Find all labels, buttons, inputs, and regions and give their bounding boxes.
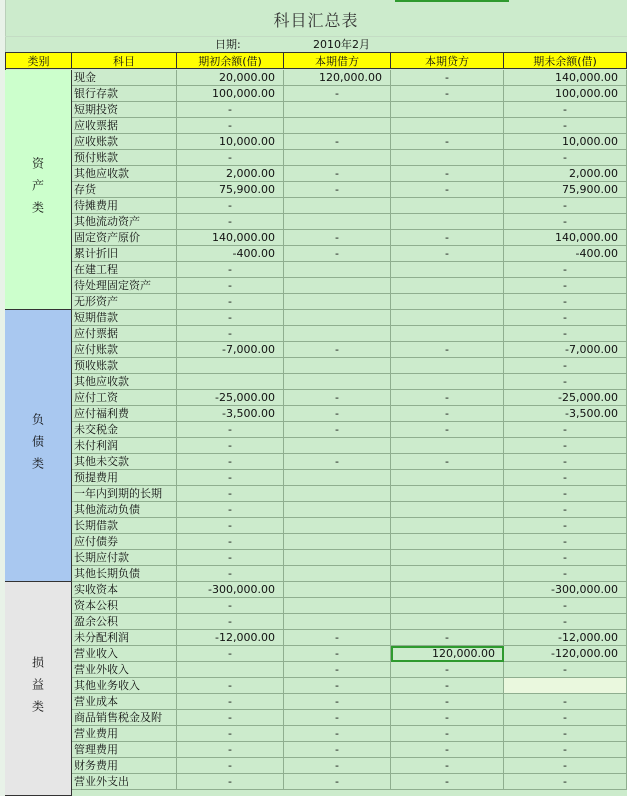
- table-row: [72, 534, 627, 550]
- closing-balance-cell[interactable]: -300,000.00: [504, 582, 627, 598]
- closing-balance-cell[interactable]: -: [504, 518, 627, 534]
- account-name-cell[interactable]: 其他长期负债: [72, 566, 177, 582]
- opening-balance-cell[interactable]: -: [177, 310, 284, 326]
- opening-balance-cell[interactable]: -: [177, 518, 284, 534]
- closing-balance-cell[interactable]: 140,000.00: [504, 70, 627, 86]
- closing-balance-cell[interactable]: -7,000.00: [504, 342, 627, 358]
- table-row: [72, 758, 627, 774]
- opening-balance-cell[interactable]: -: [177, 198, 284, 214]
- account-name-cell[interactable]: 应付账款: [72, 342, 177, 358]
- closing-balance-cell[interactable]: -: [504, 470, 627, 486]
- credit-cell[interactable]: [391, 438, 504, 454]
- opening-balance-cell[interactable]: -300,000.00: [177, 582, 284, 598]
- account-name-cell[interactable]: 现金: [72, 70, 177, 86]
- debit-cell[interactable]: -: [284, 630, 391, 646]
- table-row: [72, 214, 627, 230]
- credit-cell[interactable]: 120,000.00: [391, 646, 504, 662]
- opening-balance-cell[interactable]: [177, 374, 284, 390]
- credit-cell[interactable]: [391, 534, 504, 550]
- opening-balance-cell[interactable]: -12,000.00: [177, 630, 284, 646]
- header-period-debit[interactable]: 本期借方: [284, 52, 391, 69]
- table-row: [72, 342, 627, 358]
- table-row: [72, 358, 627, 374]
- closing-balance-cell[interactable]: -: [504, 358, 627, 374]
- closing-balance-cell[interactable]: -: [504, 422, 627, 438]
- header-opening-balance[interactable]: 期初余额(借): [177, 52, 284, 69]
- table-row: [72, 438, 627, 454]
- closing-balance-cell[interactable]: -120,000.00: [504, 646, 627, 662]
- table-row: [72, 166, 627, 182]
- category-profit-loss[interactable]: [5, 582, 72, 796]
- opening-balance-cell[interactable]: 2,000.00: [177, 166, 284, 182]
- opening-balance-cell[interactable]: -: [177, 534, 284, 550]
- debit-cell[interactable]: -: [284, 646, 391, 662]
- account-name-cell[interactable]: 应收账款: [72, 134, 177, 150]
- opening-balance-cell[interactable]: -: [177, 438, 284, 454]
- closing-balance-cell[interactable]: 100,000.00: [504, 86, 627, 102]
- table-row: [72, 582, 627, 598]
- category-label: 负债类: [30, 412, 45, 479]
- closing-balance-cell[interactable]: 10,000.00: [504, 134, 627, 150]
- credit-cell[interactable]: -: [391, 246, 504, 262]
- date-row: [5, 36, 627, 51]
- closing-balance-cell[interactable]: -: [504, 198, 627, 214]
- debit-cell[interactable]: -: [284, 710, 391, 726]
- debit-cell[interactable]: -: [284, 742, 391, 758]
- date-value[interactable]: 2010年2月: [313, 38, 370, 51]
- credit-cell[interactable]: -: [391, 694, 504, 710]
- debit-cell[interactable]: [284, 374, 391, 390]
- debit-cell[interactable]: -: [284, 390, 391, 406]
- table-row: [72, 262, 627, 278]
- opening-balance-cell[interactable]: -: [177, 566, 284, 582]
- account-name-cell[interactable]: 未付利润: [72, 438, 177, 454]
- account-name-cell[interactable]: 短期投资: [72, 102, 177, 118]
- credit-cell[interactable]: -: [391, 406, 504, 422]
- debit-cell[interactable]: [284, 102, 391, 118]
- table-row: [72, 694, 627, 710]
- credit-cell[interactable]: [391, 518, 504, 534]
- opening-balance-cell[interactable]: -: [177, 214, 284, 230]
- account-name-cell[interactable]: 应付福利费: [72, 406, 177, 422]
- debit-cell[interactable]: [284, 486, 391, 502]
- table-row: [72, 566, 627, 582]
- debit-cell[interactable]: -: [284, 86, 391, 102]
- date-label: 日期:: [215, 38, 241, 51]
- table-row: [72, 550, 627, 566]
- table-row: [72, 726, 627, 742]
- closing-balance-cell[interactable]: -: [504, 214, 627, 230]
- credit-cell[interactable]: -: [391, 422, 504, 438]
- account-name-cell[interactable]: 长期应付款: [72, 550, 177, 566]
- debit-cell[interactable]: [284, 566, 391, 582]
- closing-balance-cell[interactable]: -: [504, 438, 627, 454]
- table-row: [72, 70, 627, 86]
- debit-cell[interactable]: -: [284, 454, 391, 470]
- closing-balance-cell[interactable]: -: [504, 662, 627, 678]
- account-name-cell[interactable]: 预提费用: [72, 470, 177, 486]
- credit-cell[interactable]: -: [391, 774, 504, 790]
- debit-cell[interactable]: -: [284, 166, 391, 182]
- closing-balance-cell[interactable]: -3,500.00: [504, 406, 627, 422]
- credit-cell[interactable]: [391, 278, 504, 294]
- credit-cell[interactable]: [391, 374, 504, 390]
- account-name-cell[interactable]: 待摊费用: [72, 198, 177, 214]
- account-name-cell[interactable]: 无形资产: [72, 294, 177, 310]
- credit-cell[interactable]: [391, 486, 504, 502]
- account-name-cell[interactable]: 实收资本: [72, 582, 177, 598]
- debit-cell[interactable]: -: [284, 406, 391, 422]
- account-name-cell[interactable]: 营业费用: [72, 726, 177, 742]
- table-row: [72, 406, 627, 422]
- debit-cell[interactable]: [284, 198, 391, 214]
- debit-cell[interactable]: -: [284, 726, 391, 742]
- sheet-title: 科目汇总表: [273, 11, 359, 30]
- opening-balance-cell[interactable]: -: [177, 470, 284, 486]
- debit-cell[interactable]: [284, 550, 391, 566]
- table-row: [72, 422, 627, 438]
- account-name-cell[interactable]: 营业外收入: [72, 662, 177, 678]
- table-row: [72, 454, 627, 470]
- closing-balance-cell[interactable]: -: [504, 758, 627, 774]
- table-row: [72, 182, 627, 198]
- credit-cell[interactable]: -: [391, 342, 504, 358]
- credit-cell[interactable]: [391, 326, 504, 342]
- table-row: [72, 310, 627, 326]
- credit-cell[interactable]: -: [391, 166, 504, 182]
- account-name-cell[interactable]: 待处理固定资产: [72, 278, 177, 294]
- closing-balance-cell[interactable]: 75,900.00: [504, 182, 627, 198]
- account-name-cell[interactable]: 在建工程: [72, 262, 177, 278]
- credit-cell[interactable]: -: [391, 742, 504, 758]
- closing-balance-cell[interactable]: -400.00: [504, 246, 627, 262]
- debit-cell[interactable]: -: [284, 134, 391, 150]
- closing-balance-cell[interactable]: -: [504, 262, 627, 278]
- opening-balance-cell[interactable]: [177, 358, 284, 374]
- opening-balance-cell[interactable]: -: [177, 454, 284, 470]
- account-name-cell[interactable]: 管理费用: [72, 742, 177, 758]
- category-assets[interactable]: [5, 70, 72, 310]
- closing-balance-cell[interactable]: -12,000.00: [504, 630, 627, 646]
- credit-cell[interactable]: [391, 102, 504, 118]
- credit-cell[interactable]: -: [391, 454, 504, 470]
- table-row: [72, 294, 627, 310]
- debit-cell[interactable]: -: [284, 678, 391, 694]
- table-row: [72, 198, 627, 214]
- closing-balance-cell[interactable]: -: [504, 566, 627, 582]
- closing-balance-cell[interactable]: -: [504, 118, 627, 134]
- closing-balance-cell[interactable]: -: [504, 774, 627, 790]
- credit-cell[interactable]: -: [391, 726, 504, 742]
- credit-cell[interactable]: -: [391, 70, 504, 86]
- closing-balance-cell[interactable]: -: [504, 694, 627, 710]
- debit-cell[interactable]: [284, 534, 391, 550]
- table-row: [72, 518, 627, 534]
- table-row: [72, 502, 627, 518]
- table-row: [72, 390, 627, 406]
- account-name-cell[interactable]: 其他应收款: [72, 374, 177, 390]
- debit-cell[interactable]: [284, 358, 391, 374]
- opening-balance-cell[interactable]: -: [177, 758, 284, 774]
- debit-cell[interactable]: [284, 262, 391, 278]
- credit-cell[interactable]: -: [391, 710, 504, 726]
- title-row: [5, 0, 627, 37]
- account-name-cell[interactable]: 存货: [72, 182, 177, 198]
- closing-balance-cell[interactable]: -: [504, 374, 627, 390]
- closing-balance-cell[interactable]: -: [504, 550, 627, 566]
- account-name-cell[interactable]: 商品销售税金及附: [72, 710, 177, 726]
- opening-balance-cell[interactable]: -: [177, 262, 284, 278]
- opening-balance-cell[interactable]: -: [177, 614, 284, 630]
- table-row: [72, 486, 627, 502]
- account-name-cell[interactable]: 预付账款: [72, 150, 177, 166]
- debit-cell[interactable]: -: [284, 758, 391, 774]
- opening-balance-cell[interactable]: -7,000.00: [177, 342, 284, 358]
- debit-cell[interactable]: [284, 438, 391, 454]
- table-row: [72, 630, 627, 646]
- opening-balance-cell[interactable]: -: [177, 646, 284, 662]
- table-row: [72, 118, 627, 134]
- opening-balance-cell[interactable]: 10,000.00: [177, 134, 284, 150]
- opening-balance-cell[interactable]: -: [177, 726, 284, 742]
- opening-balance-cell[interactable]: -: [177, 278, 284, 294]
- credit-cell[interactable]: [391, 358, 504, 374]
- opening-balance-cell[interactable]: 100,000.00: [177, 86, 284, 102]
- credit-cell[interactable]: [391, 294, 504, 310]
- debit-cell[interactable]: [284, 294, 391, 310]
- column-selection-indicator: [395, 0, 509, 2]
- closing-balance-cell[interactable]: -: [504, 278, 627, 294]
- debit-cell[interactable]: -: [284, 422, 391, 438]
- header-period-credit[interactable]: 本期贷方: [391, 52, 504, 69]
- table-row: [72, 742, 627, 758]
- header-account[interactable]: 科目: [72, 52, 177, 69]
- opening-balance-cell[interactable]: -: [177, 774, 284, 790]
- debit-cell[interactable]: -: [284, 182, 391, 198]
- closing-balance-cell[interactable]: -: [504, 710, 627, 726]
- opening-balance-cell[interactable]: -: [177, 550, 284, 566]
- table-row: [72, 86, 627, 102]
- closing-balance-cell[interactable]: 2,000.00: [504, 166, 627, 182]
- closing-balance-cell[interactable]: -: [504, 742, 627, 758]
- account-name-cell[interactable]: 长期借款: [72, 518, 177, 534]
- debit-cell[interactable]: [284, 310, 391, 326]
- table-row: [72, 614, 627, 630]
- debit-cell[interactable]: -: [284, 246, 391, 262]
- opening-balance-cell[interactable]: -: [177, 742, 284, 758]
- header-category[interactable]: 类别: [5, 52, 72, 69]
- closing-balance-cell[interactable]: -: [504, 326, 627, 342]
- table-row: [72, 246, 627, 262]
- header-closing-balance[interactable]: 期未余额(借): [504, 52, 627, 69]
- opening-balance-cell[interactable]: -400.00: [177, 246, 284, 262]
- credit-cell[interactable]: [391, 262, 504, 278]
- debit-cell[interactable]: [284, 598, 391, 614]
- account-name-cell[interactable]: 短期借款: [72, 310, 177, 326]
- account-name-cell[interactable]: 应收票据: [72, 118, 177, 134]
- credit-cell[interactable]: [391, 582, 504, 598]
- credit-cell[interactable]: [391, 310, 504, 326]
- debit-cell[interactable]: -: [284, 342, 391, 358]
- closing-balance-cell[interactable]: -: [504, 102, 627, 118]
- credit-cell[interactable]: [391, 214, 504, 230]
- opening-balance-cell[interactable]: 20,000.00: [177, 70, 284, 86]
- account-name-cell[interactable]: 未分配利润: [72, 630, 177, 646]
- table-row: [72, 102, 627, 118]
- table-row: [72, 598, 627, 614]
- table-row: [72, 662, 627, 678]
- opening-balance-cell[interactable]: -: [177, 694, 284, 710]
- table-row: [72, 326, 627, 342]
- closing-balance-cell[interactable]: -: [504, 534, 627, 550]
- credit-cell[interactable]: [391, 118, 504, 134]
- opening-balance-cell[interactable]: -: [177, 118, 284, 134]
- debit-cell[interactable]: 120,000.00: [284, 70, 391, 86]
- opening-balance-cell[interactable]: -: [177, 150, 284, 166]
- closing-balance-cell[interactable]: -: [504, 294, 627, 310]
- account-name-cell[interactable]: 财务费用: [72, 758, 177, 774]
- debit-cell[interactable]: [284, 278, 391, 294]
- closing-balance-cell[interactable]: [504, 678, 627, 694]
- account-name-cell[interactable]: 其他业务收入: [72, 678, 177, 694]
- closing-balance-cell[interactable]: -: [504, 598, 627, 614]
- closing-balance-cell[interactable]: -: [504, 726, 627, 742]
- closing-balance-cell[interactable]: -: [504, 502, 627, 518]
- credit-cell[interactable]: [391, 502, 504, 518]
- table-row: [72, 646, 627, 662]
- debit-cell[interactable]: -: [284, 694, 391, 710]
- account-name-cell[interactable]: 其他应收款: [72, 166, 177, 182]
- credit-cell[interactable]: -: [391, 662, 504, 678]
- debit-cell[interactable]: [284, 614, 391, 630]
- table-row: [72, 374, 627, 390]
- credit-cell[interactable]: -: [391, 182, 504, 198]
- account-name-cell[interactable]: 营业成本: [72, 694, 177, 710]
- table-row: [72, 470, 627, 486]
- closing-balance-cell[interactable]: -: [504, 614, 627, 630]
- debit-cell[interactable]: [284, 150, 391, 166]
- closing-balance-cell[interactable]: -: [504, 454, 627, 470]
- opening-balance-cell[interactable]: -: [177, 102, 284, 118]
- debit-cell[interactable]: -: [284, 774, 391, 790]
- opening-balance-cell[interactable]: [177, 662, 284, 678]
- table-row: [72, 278, 627, 294]
- table-row: [72, 230, 627, 246]
- account-name-cell[interactable]: 营业收入: [72, 646, 177, 662]
- debit-cell[interactable]: -: [284, 230, 391, 246]
- opening-balance-cell[interactable]: -: [177, 294, 284, 310]
- credit-cell[interactable]: -: [391, 758, 504, 774]
- account-name-cell[interactable]: 其他未交款: [72, 454, 177, 470]
- account-name-cell[interactable]: 应付债券: [72, 534, 177, 550]
- table-row: [72, 678, 627, 694]
- debit-cell[interactable]: [284, 470, 391, 486]
- account-name-cell[interactable]: 应付工资: [72, 390, 177, 406]
- opening-balance-cell[interactable]: -: [177, 486, 284, 502]
- credit-cell[interactable]: [391, 198, 504, 214]
- account-name-cell[interactable]: 固定资产原价: [72, 230, 177, 246]
- category-label: 损益类: [30, 655, 45, 722]
- opening-balance-cell[interactable]: -25,000.00: [177, 390, 284, 406]
- table-row: [72, 710, 627, 726]
- table-row: [72, 134, 627, 150]
- account-name-cell[interactable]: 其他流动资产: [72, 214, 177, 230]
- category-liabilities[interactable]: [5, 310, 72, 582]
- debit-cell[interactable]: [284, 118, 391, 134]
- opening-balance-cell[interactable]: -: [177, 710, 284, 726]
- account-name-cell[interactable]: 应付票据: [72, 326, 177, 342]
- credit-cell[interactable]: [391, 614, 504, 630]
- credit-cell[interactable]: -: [391, 134, 504, 150]
- account-name-cell[interactable]: 预收账款: [72, 358, 177, 374]
- opening-balance-cell[interactable]: -: [177, 502, 284, 518]
- debit-cell[interactable]: [284, 326, 391, 342]
- account-name-cell[interactable]: 营业外支出: [72, 774, 177, 790]
- opening-balance-cell[interactable]: -3,500.00: [177, 406, 284, 422]
- table-row: [72, 774, 627, 790]
- opening-balance-cell[interactable]: 75,900.00: [177, 182, 284, 198]
- debit-cell[interactable]: [284, 518, 391, 534]
- account-name-cell[interactable]: 其他流动负债: [72, 502, 177, 518]
- account-name-cell[interactable]: 盈余公积: [72, 614, 177, 630]
- account-name-cell[interactable]: 银行存款: [72, 86, 177, 102]
- closing-balance-cell[interactable]: 140,000.00: [504, 230, 627, 246]
- credit-cell[interactable]: -: [391, 86, 504, 102]
- credit-cell[interactable]: -: [391, 390, 504, 406]
- credit-cell[interactable]: -: [391, 630, 504, 646]
- closing-balance-cell[interactable]: -: [504, 486, 627, 502]
- account-name-cell[interactable]: 未交税金: [72, 422, 177, 438]
- debit-cell[interactable]: [284, 582, 391, 598]
- closing-balance-cell[interactable]: -: [504, 310, 627, 326]
- opening-balance-cell[interactable]: -: [177, 598, 284, 614]
- account-name-cell[interactable]: 累计折旧: [72, 246, 177, 262]
- credit-cell[interactable]: -: [391, 230, 504, 246]
- debit-cell[interactable]: -: [284, 662, 391, 678]
- debit-cell[interactable]: [284, 502, 391, 518]
- closing-balance-cell[interactable]: -25,000.00: [504, 390, 627, 406]
- credit-cell[interactable]: -: [391, 678, 504, 694]
- credit-cell[interactable]: [391, 150, 504, 166]
- closing-balance-cell[interactable]: -: [504, 150, 627, 166]
- account-name-cell[interactable]: 一年内到期的长期: [72, 486, 177, 502]
- opening-balance-cell[interactable]: -: [177, 326, 284, 342]
- table-row: [72, 150, 627, 166]
- credit-cell[interactable]: [391, 566, 504, 582]
- account-name-cell[interactable]: 资本公积: [72, 598, 177, 614]
- credit-cell[interactable]: [391, 550, 504, 566]
- credit-cell[interactable]: [391, 598, 504, 614]
- debit-cell[interactable]: [284, 214, 391, 230]
- category-label: 资产类: [30, 156, 45, 223]
- credit-cell[interactable]: [391, 470, 504, 486]
- opening-balance-cell[interactable]: 140,000.00: [177, 230, 284, 246]
- opening-balance-cell[interactable]: -: [177, 422, 284, 438]
- opening-balance-cell[interactable]: -: [177, 678, 284, 694]
